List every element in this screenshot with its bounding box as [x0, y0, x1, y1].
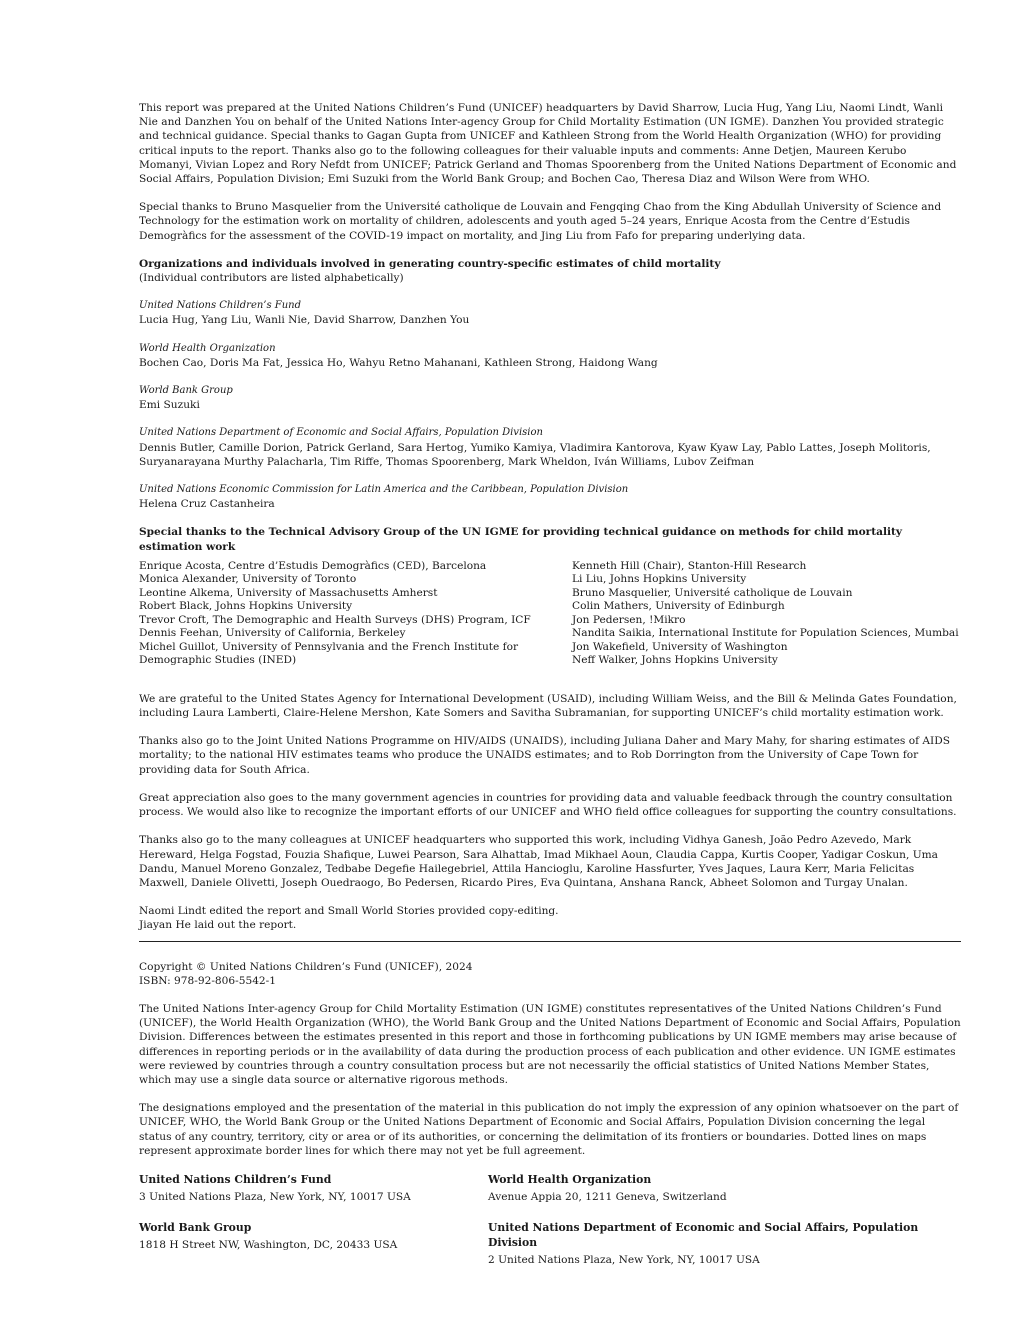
org-name: United Nations Economic Commission for Latin America and the Caribbean, Population Division	[139, 484, 629, 496]
org-people: Lucia Hug, Yang Liu, Wanli Nie, David Sharrow, Danzhen You	[139, 314, 470, 327]
address-text: 1818 H Street NW, Washington, DC, 20433 USA	[139, 1238, 398, 1251]
org-people: Bochen Cao, Doris Ma Fat, Jessica Ho, Wahyu Retno Mahanani, Kathleen Strong, Haidong Wang	[139, 356, 658, 369]
address-text: 2 United Nations Plaza, New York, NY, 10017 USA	[488, 1253, 760, 1266]
org-people: Dennis Butler, Camille Dorion, Patrick Gerland, Sara Hertog, Yumiko Kamiya, Vladimira Kantorova, Kyaw Kyaw Lay, Pablo Lattes, Joseph Molitoris, Suryanarayana Murthy Palacharla, Tim Riffe, Thomas Spoorenberg, Mark Wheldon, Iván Williams, Lubov Zeifman	[139, 441, 931, 468]
tag-member: Michel Guillot, University of Pennsylvania and the French Institute for	[139, 640, 519, 653]
tag-member: Demographic Studies (INED)	[139, 654, 297, 667]
address-text: Avenue Appia 20, 1211 Geneva, Switzerland	[488, 1190, 727, 1203]
address-org-name: World Bank Group	[139, 1220, 252, 1234]
usaid-gates-paragraph: We are grateful to the United States Agency for International Development (USAID), including William Weiss, and the Bill & Melinda Gates Foundation, including Laura Lamberti, Claire-Helene Mershon, Kate Somers and Savitha Subramanian, for supporting UNICEF’s child mortality estimation work.	[139, 692, 957, 720]
org-people: Emi Suzuki	[139, 399, 200, 412]
org-block-world-bank	[139, 384, 961, 412]
tag-member: Monica Alexander, University of Toronto	[139, 573, 357, 586]
tag-member: Leontine Alkema, University of Massachusetts Amherst	[139, 586, 438, 599]
tag-member: Jon Pedersen, !Mikro	[572, 613, 686, 626]
address-who	[488, 1172, 961, 1204]
acknowledgements-page	[139, 101, 961, 1267]
tag-member: Jon Wakefield, University of Washington	[572, 640, 788, 653]
address-org-name: United Nations Department of Economic and Social Affairs, Population Division	[488, 1220, 919, 1249]
address-org-name: World Health Organization	[488, 1172, 652, 1186]
address-text: 3 United Nations Plaza, New York, NY, 10017 USA	[139, 1190, 411, 1203]
copyright-line: Copyright © United Nations Children’s Fund (UNICEF), 2024	[139, 960, 473, 973]
prep-paragraph: This report was prepared at the United Nations Children’s Fund (UNICEF) headquarters by David Sharrow, Lucia Hug, Yang Liu, Naomi Lindt, Wanli Nie and Danzhen You on behalf of the United Nations Inter-agency Group for Child Mortality Estimation (UN IGME). Danzhen You provided strategic and technical guidance. Special thanks to Gagan Gupta from UNICEF and Kathleen Strong from the World Health Organization (WHO) for providing critical inputs to the report. Thanks also go to the following colleagues for their valuable inputs and comments: Anne Detjen, Maureen Kerubo Momanyi, Vivian Lopez and Rory Nefdt from UNICEF; Patrick Gerland and Thomas Spoorenberg from the United Nations Department of Economic and Social Affairs, Population Division; Emi Suzuki from the World Bank Group; and Bochen Cao, Theresa Diaz and Wilson Were from WHO.	[139, 102, 957, 186]
tag-member: Dennis Feehan, University of California, Berkeley	[139, 627, 406, 640]
designations-disclaimer: The designations employed and the presentation of the material in this publication do not imply the expression of any opinion whatsoever on the part of UNICEF, WHO, the World Bank Group or the United Nations Department of Economic and Social Affairs, Population Division concerning the legal status of any country, territory, city or area or of its authorities, or concerning the delimitation of its frontiers or boundaries. Dotted lines on maps represent approximate border lines for which there may not yet be full agreement.	[139, 1102, 959, 1157]
org-people: Helena Cruz Castanheira	[139, 498, 275, 511]
unicef-colleagues-paragraph: Thanks also go to the many colleagues at UNICEF headquarters who supported this work, including Vidhya Ganesh, João Pedro Azevedo, Mark Hereward, Helga Fogstad, Fouzia Shafique, Luwei Pearson, Sara Alhattab, Imad Mikhael Aoun, Claudia Cappa, Kurtis Cooper, Yadigar Coskun, Uma Dandu, Manuel Moreno Gonzalez, Tedbabe Degefie Hailegebriel, Attila Hancioglu, Karoline Hassfurter, Yves Jaques, Laura Kerr, Maria Felicitas Maxwell, Daniele Olivetti, Joseph Ouedraogo, Bo Pedersen, Ricardo Pires, Eva Quintana, Anshana Ranck, Abheet Solomon and Turgay Unalan.	[139, 834, 938, 889]
tag-member: Enrique Acosta, Centre d’Estudis Demogràfics (CED), Barcelona	[139, 559, 487, 572]
address-org-name: United Nations Children’s Fund	[139, 1172, 332, 1186]
government-agencies-paragraph: Great appreciation also goes to the many government agencies in countries for providing data and valuable feedback through the country consultation process. We would also like to recognize the important efforts of our UNICEF and WHO field office colleagues for supporting the country consultations.	[139, 791, 957, 819]
org-name: United Nations Department of Economic and Social Affairs, Population Division	[139, 427, 543, 439]
tag-members-right	[572, 560, 961, 668]
org-name: World Health Organization	[139, 342, 276, 354]
address-unicef	[139, 1172, 488, 1204]
layout-credit: Jiayan He laid out the report.	[139, 919, 297, 932]
tag-member: Robert Black, Johns Hopkins University	[139, 600, 353, 613]
org-block-undesa	[139, 426, 961, 469]
tag-members-left	[139, 560, 572, 668]
org-block-unicef	[139, 299, 961, 327]
tag-members	[139, 560, 961, 668]
igme-disclaimer: The United Nations Inter-agency Group for Child Mortality Estimation (UN IGME) constitutes representatives of the United Nations Children’s Fund (UNICEF), the World Health Organization (WHO), the World Bank Group and the United Nations Department of Economic and Social Affairs, Population Division. Differences between the estimates presented in this report and those in forthcoming publications by UN IGME members may arise because of differences in reporting periods or in the availability of data during the production process of each publication and other evidence. UN IGME estimates were reviewed by countries through a country consultation process but are not necessarily the official statistics of United Nations Member States, which may use a single data source or alternative rigorous methods.	[139, 1002, 961, 1086]
tag-member: Li Liu, Johns Hopkins University	[572, 573, 747, 586]
tag-title: Special thanks to the Technical Advisory Group of the UN IGME for providing technical guidance on methods for child mortality estimation work	[139, 526, 903, 553]
org-name: World Bank Group	[139, 385, 233, 397]
organizations-note: (Individual contributors are listed alphabetically)	[139, 272, 404, 285]
tag-member: Nandita Saikia, International Institute for Population Sciences, Mumbai	[572, 627, 959, 640]
special-thanks-paragraph: Special thanks to Bruno Masquelier from the Université catholique de Louvain and Fengqing Chao from the King Abdullah University of Science and Technology for the estimation work on mortality of children, adolescents and youth aged 5–24 years, Enrique Acosta from the Centre d’Estudis Demogràfics for the assessment of the COVID-19 impact on mortality, and Jing Liu from Fafo for preparing underlying data.	[139, 201, 942, 242]
isbn-line: ISBN: 978-92-806-5542-1	[139, 974, 276, 987]
tag-member: Trevor Croft, The Demographic and Health Surveys (DHS) Program, ICF	[139, 613, 531, 626]
org-block-who	[139, 342, 961, 370]
address-world-bank	[139, 1220, 488, 1267]
org-name: United Nations Children’s Fund	[139, 300, 302, 312]
unaids-paragraph: Thanks also go to the Joint United Nations Programme on HIV/AIDS (UNAIDS), including Juliana Daher and Mary Mahy, for sharing estimates of AIDS mortality; to the national HIV estimates teams who produce the UNAIDS estimates; and to Rob Dorrington from the University of Cape Town for providing data for South Africa.	[139, 735, 950, 776]
tag-member: Bruno Masquelier, Université catholique de Louvain	[572, 586, 853, 599]
tag-member: Neff Walker, Johns Hopkins University	[572, 654, 778, 667]
tag-member: Colin Mathers, University of Edinburgh	[572, 600, 785, 613]
organizations-title: Organizations and individuals involved in generating country-specific estimates of child mortality	[139, 257, 721, 270]
org-block-eclac	[139, 483, 961, 511]
address-grid	[139, 1172, 961, 1267]
address-undesa	[488, 1220, 961, 1267]
editing-credit: Naomi Lindt edited the report and Small World Stories provided copy-editing.	[139, 905, 559, 918]
section-divider	[139, 941, 961, 942]
tag-member: Kenneth Hill (Chair), Stanton-Hill Research	[572, 559, 807, 572]
